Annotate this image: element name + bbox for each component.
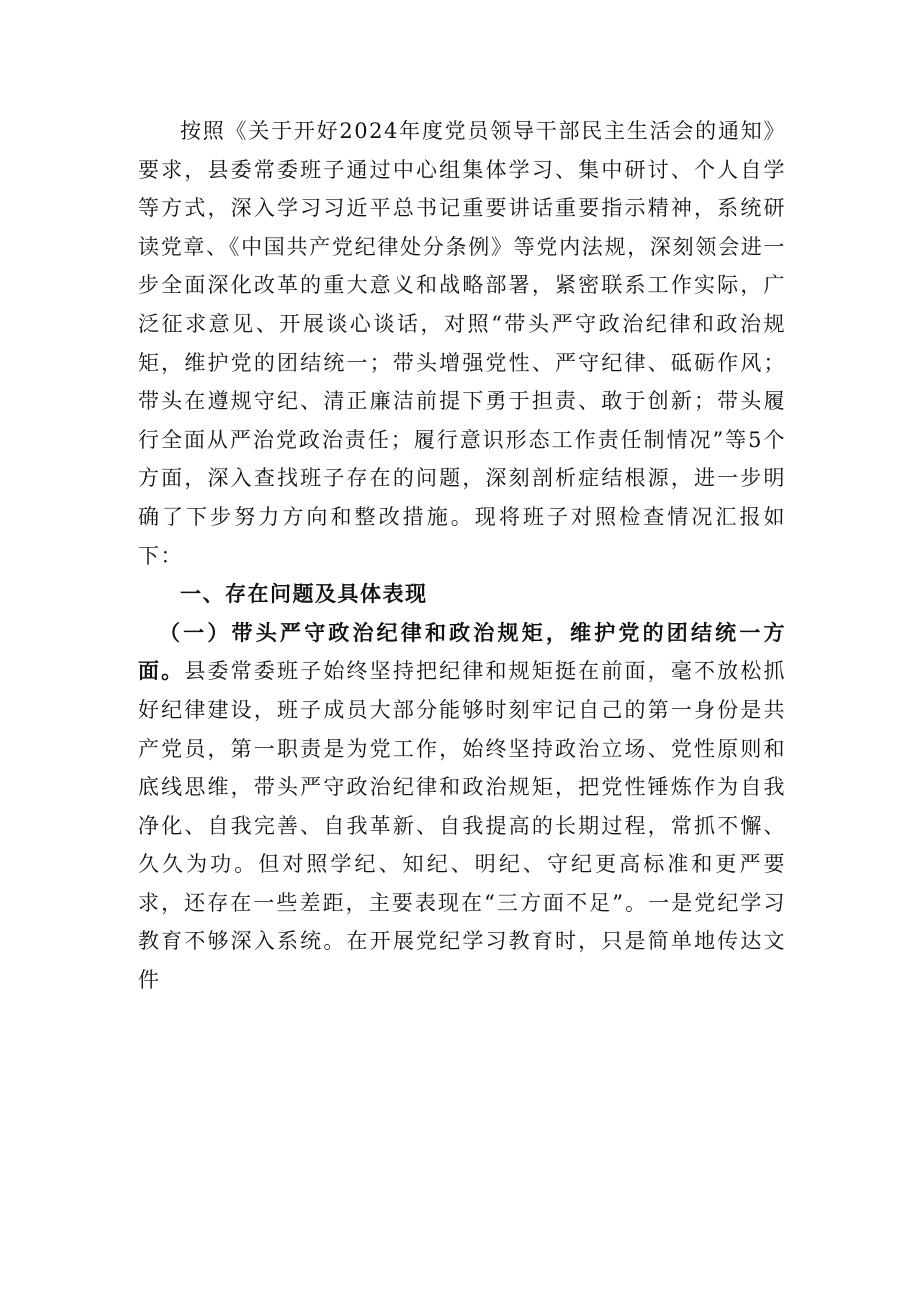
- document-page: [138, 112, 786, 1000]
- subsection-lead: （一）带头严守政治纪律和政治规矩，维护党的团结统一方面。: [138, 619, 786, 684]
- subsection-paragraph: [138, 614, 786, 1000]
- intro-paragraph: 按照《关于开好2024年度党员领导干部民主生活会的通知》要求，县委常委班子通过中心组集体学习、集中研讨、个人自学等方式，深入学习习近平总书记重要讲话重要指示精神，系统研读党章、《中国共产党纪律处分条例》等党内法规，深刻领会进一步全面深化改革的重大意义和战略部署，紧密联系工作实际，广泛征求意见、开展谈心谈话，对照“带头严守政治纪律和政治规矩，维护党的团结统一；带头增强党性、严守纪律、砥砺作风；带头在遵规守纪、清正廉洁前提下勇于担责、敢于创新；带头履行全面从严治党政治责任；履行意识形态工作责任制情况”等5个方面，深入查找班子存在的问题，深刻剖析症结根源，进一步明确了下步努力方向和整改措施。现将班子对照检查情况汇报如下：: [138, 119, 786, 568]
- subsection-body: 县委常委班子始终坚持把纪律和规矩挺在前面，毫不放松抓好纪律建设，班子成员大部分能够时刻牢记自己的第一身份是共产党员，第一职责是为党工作，始终坚持政治立场、党性原则和底线思维，带头严守政治纪律和政治规矩，把党性锤炼作为自我净化、自我完善、自我革新、自我提高的长期过程，常抓不懈、久久为功。但对照学纪、知纪、明纪、守纪更高标准和更严要求，还存在一些差距，主要表现在“三方面不足”。一是党纪学习教育不够深入系统。在开展党纪学习教育时，只是简单地传达文件: [138, 659, 787, 993]
- section-heading: 一、存在问题及具体表现: [180, 581, 428, 607]
